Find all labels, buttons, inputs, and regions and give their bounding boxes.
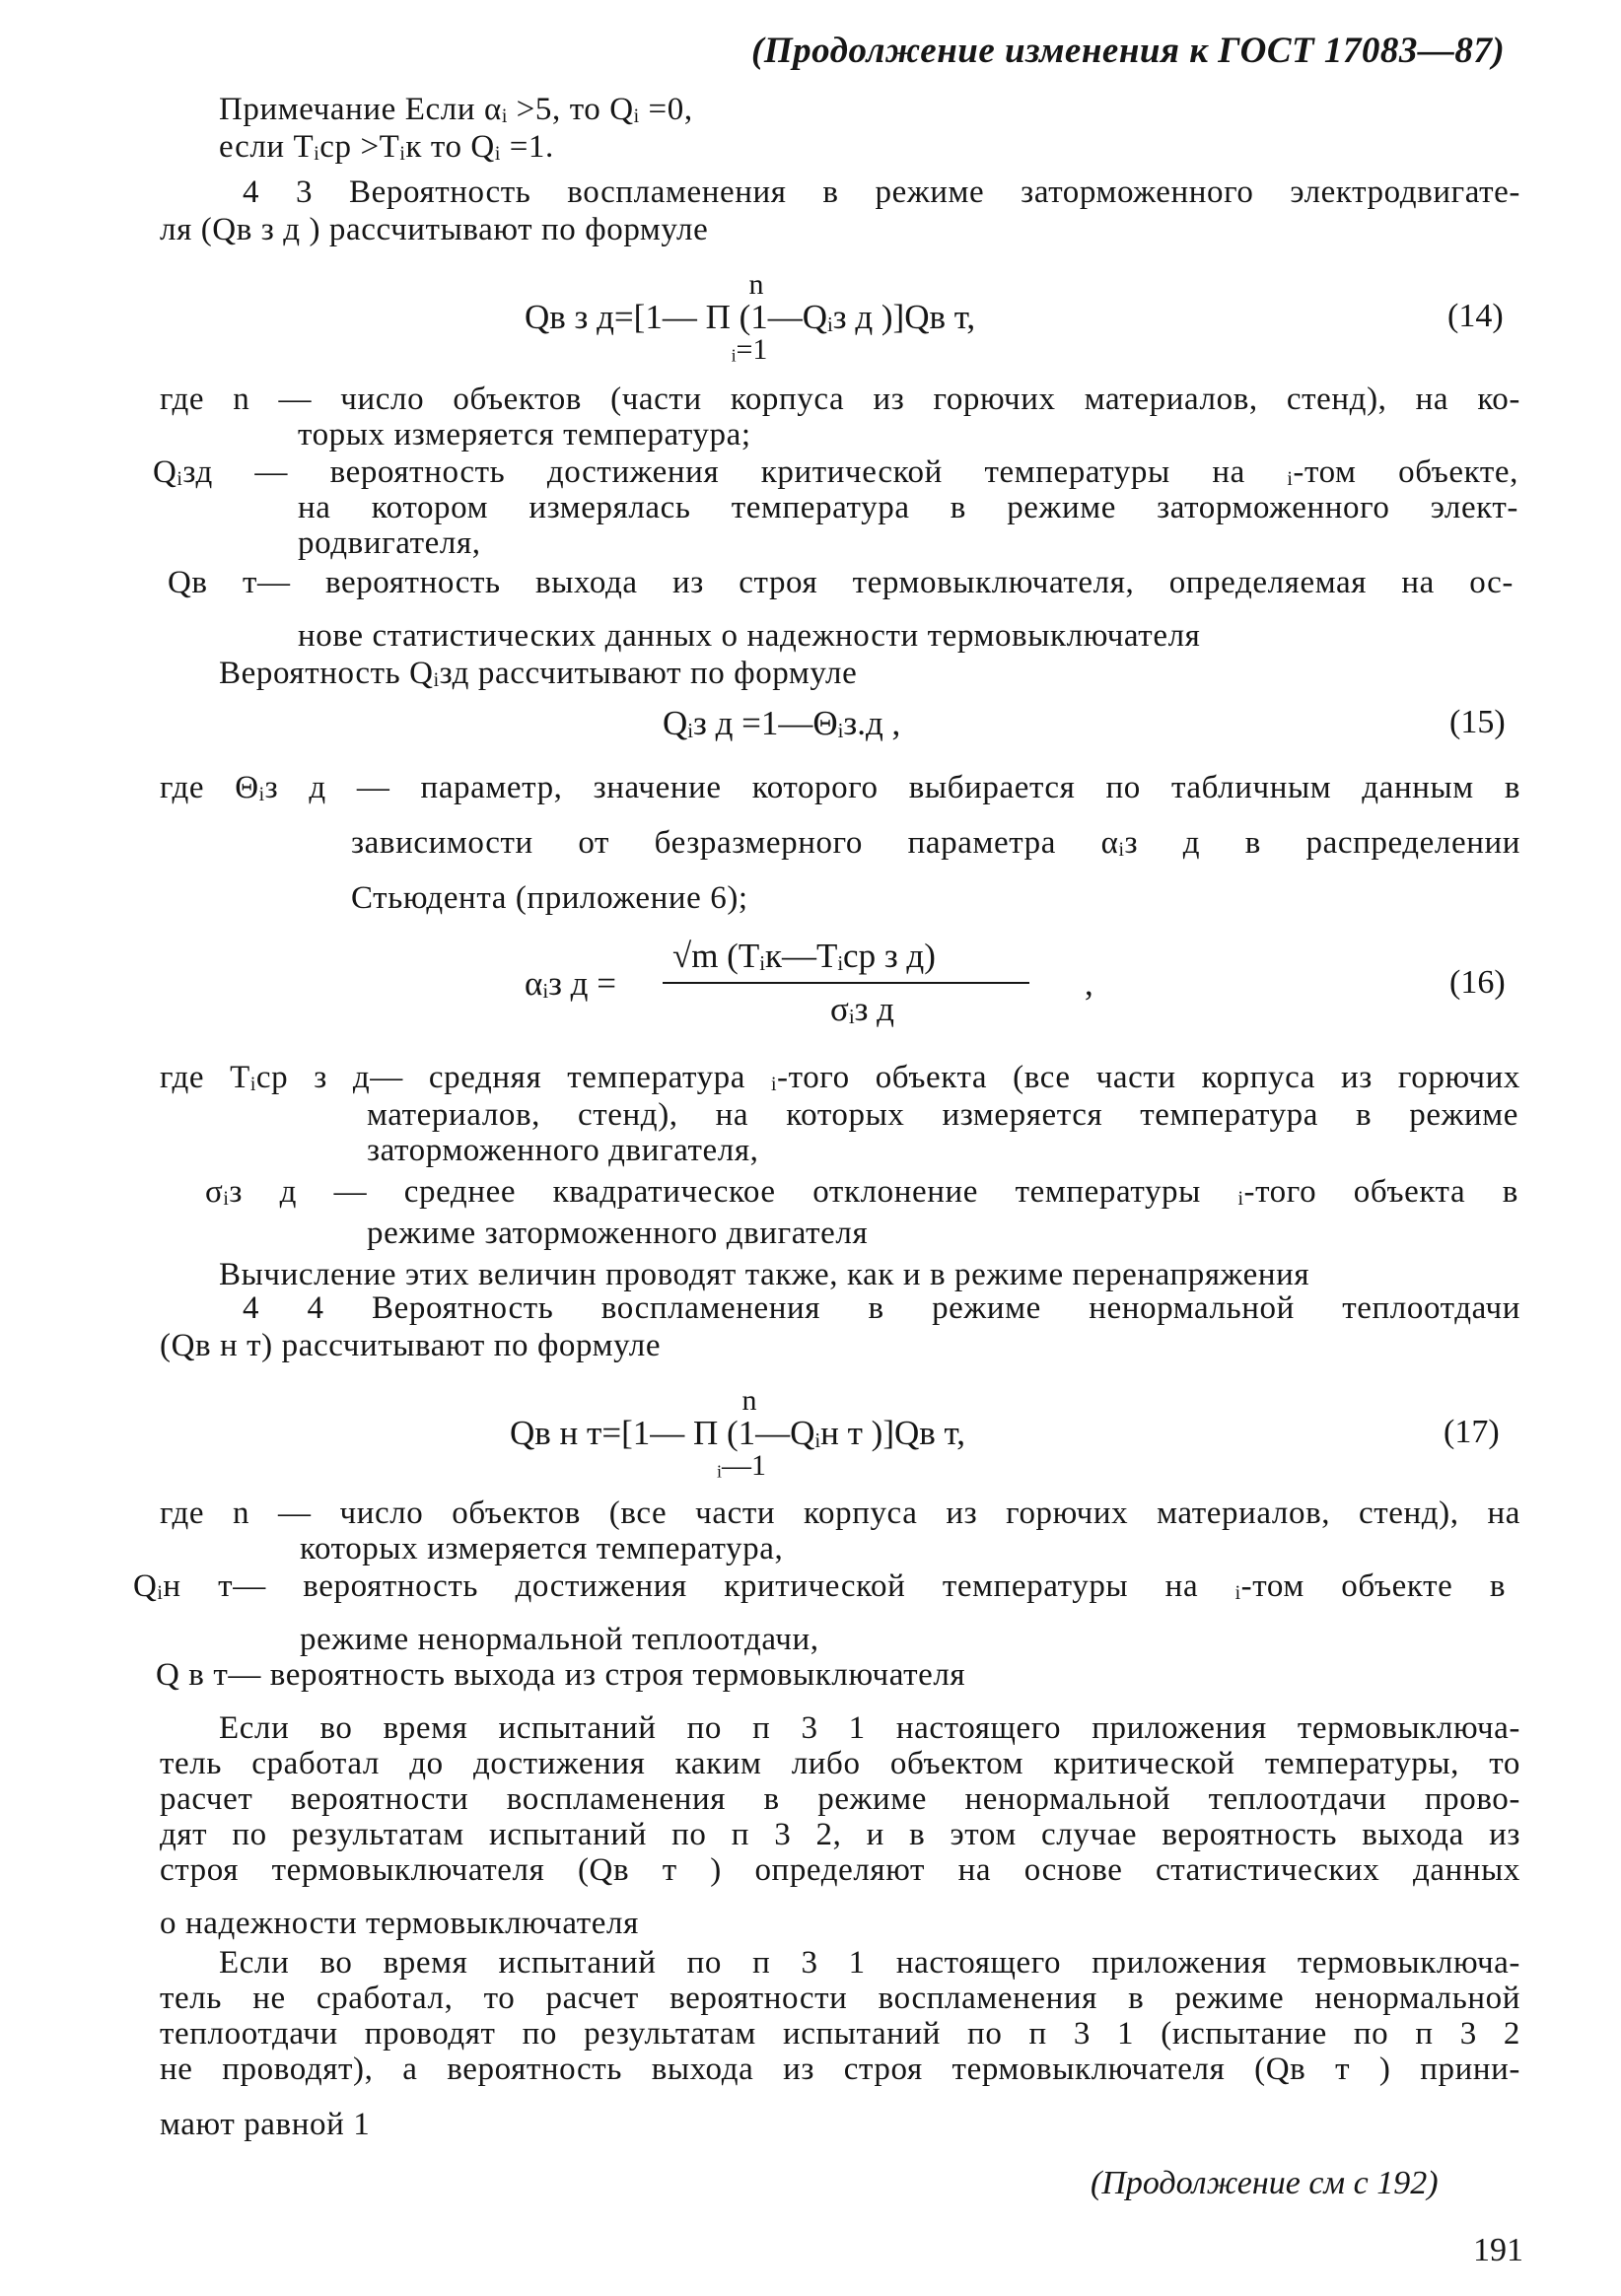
where14-n-line-2: торых измеряется температура; [298, 417, 751, 452]
formula-16-comma: , [1085, 964, 1093, 1003]
where16-t-line-2: материалов, стенд), на которых измеряется температура в режиме [367, 1097, 1518, 1133]
where16-s-line-2: режиме заторможенного двигателя [367, 1216, 869, 1251]
where17-n-line-1: где n — число объектов (все части корпуса из горючих материалов, стенд), на [160, 1496, 1520, 1531]
where14-q-line-2: на котором измерялась температура в режиме заторможенного элект- [298, 490, 1518, 525]
page-header: (Продолжение изменения к ГОСТ 17083—87) [751, 31, 1506, 71]
para1-line-6: о надежности термовыключателя [160, 1906, 639, 1941]
p44-line-1: 4 4 Вероятность воспламенения в режиме ненормальной теплоотдачи [243, 1290, 1520, 1326]
p44-line-2: (Qв н т) рассчитывают по формуле [160, 1328, 662, 1363]
where15-line-1: где Θᵢз д — параметр, значение которого выбирается по табличным данным в [160, 770, 1520, 805]
calc-line: Вычисление этих величин проводят также, как и в режиме перенапряжения [219, 1257, 1310, 1292]
eq-number-16: (16) [1449, 964, 1506, 1001]
where15-line-3: Стьюдента (приложение 6); [351, 880, 748, 916]
f14-lower-limit: ᵢ=1 [731, 333, 768, 366]
where17-n-line-2: которых измеряется температура, [300, 1531, 784, 1566]
para2-line-4: не проводят), а вероятность выхода из строя термовыключателя (Qв т ) прини- [160, 2052, 1520, 2087]
para1-line-4: дят по результатам испытаний по п 3 2, и в этом случае вероятность выхода из [160, 1817, 1520, 1852]
para2-line-1: Если во время испытаний по п 3 1 настоящего приложения термовыключа- [219, 1945, 1520, 1981]
eq-number-15: (15) [1449, 704, 1506, 740]
para1-line-5: строя термовыключателя (Qв т ) определяют на основе статистических данных [160, 1852, 1520, 1888]
p43-line-1: 4 3 Вероятность воспламенения в режиме заторможенного электродвигате- [243, 174, 1520, 210]
para1-line-2: тель сработал до достижения каким либо объектом критической температуры, то [160, 1746, 1520, 1781]
eq-number-14: (14) [1447, 298, 1504, 334]
para1-line-1: Если во время испытаний по п 3 1 настоящего приложения термовыключа- [219, 1710, 1520, 1746]
where16-t-line-1: где Tᵢср з д— средняя температура ᵢ-того объекта (все части корпуса из горючих [160, 1060, 1520, 1095]
where14-q-line-1: Qᵢзд — вероятность достижения критической температуры на ᵢ-том объекте, [153, 454, 1518, 490]
f17-upper-limit: n [741, 1384, 757, 1417]
para1-line-3: расчет вероятности воспламенения в режиме ненормальной теплоотдачи прово- [160, 1781, 1520, 1817]
eq-number-17: (17) [1444, 1414, 1500, 1450]
formula-17: Qв н т=[1— Π (1—Qᵢн т )]Qв т, [510, 1414, 965, 1452]
where17-q-line-2: режиме ненормальной теплоотдачи, [300, 1622, 819, 1657]
para2-line-3: теплоотдачи проводят по результатам испытаний по п 3 1 (испытание по п 3 2 [160, 2016, 1520, 2052]
page-number: 191 [1473, 2232, 1523, 2268]
continuation-note: (Продолжение см с 192) [1091, 2165, 1439, 2201]
where17-q-line-1: Qᵢн т— вероятность достижения критической температуры на ᵢ-том объекте в [133, 1568, 1506, 1604]
where14-n-line-1: где n — число объектов (части корпуса из горючих материалов, стенд), на ко- [160, 382, 1520, 417]
where14-qvt-line-2: нове статистических данных о надежности термовыключателя [298, 618, 1201, 654]
where16-s-line-1: σᵢз д — среднее квадратическое отклонение температуры ᵢ-того объекта в [205, 1174, 1518, 1210]
para2-line-2: тель не сработал, то расчет вероятности воспламенения в режиме ненормальной [160, 1981, 1520, 2016]
where16-t-line-3: заторможенного двигателя, [367, 1133, 759, 1168]
prob15-line: Вероятность Qᵢзд рассчитывают по формуле [219, 656, 858, 691]
formula-16-numerator: √m (Tᵢк—Tᵢср з д) [672, 937, 936, 975]
note-line-1: Примечание Если αᵢ >5, то Qᵢ =0, [219, 92, 693, 127]
where17-qvt-line: Q в т— вероятность выхода из строя термовыключателя [156, 1657, 966, 1693]
where15-line-2: зависимости от безразмерного параметра αᵢз д в распределении [351, 825, 1520, 861]
p43-line-2: ля (Qв з д ) рассчитывают по формуле [160, 212, 709, 247]
formula-16-fraction-bar [663, 982, 1029, 984]
where14-q-line-3: родвигателя, [298, 525, 481, 561]
f14-upper-limit: n [748, 268, 764, 301]
f17-lower-limit: ᵢ—1 [717, 1449, 766, 1482]
formula-16-lhs: αᵢз д = [525, 964, 616, 1003]
formula-15: Qᵢз д =1—Θᵢз.д , [663, 704, 901, 742]
where14-qvt-line-1: Qв т— вероятность выхода из строя термовыключателя, определяемая на ос- [168, 565, 1514, 600]
note-line-2: если Tᵢср >Tᵢк то Qᵢ =1. [219, 129, 554, 165]
formula-16-denominator: σᵢз д [830, 990, 894, 1028]
formula-14: Qв з д=[1— Π (1—Qᵢз д )]Qв т, [525, 298, 976, 336]
para2-line-5: мают равной 1 [160, 2107, 371, 2142]
